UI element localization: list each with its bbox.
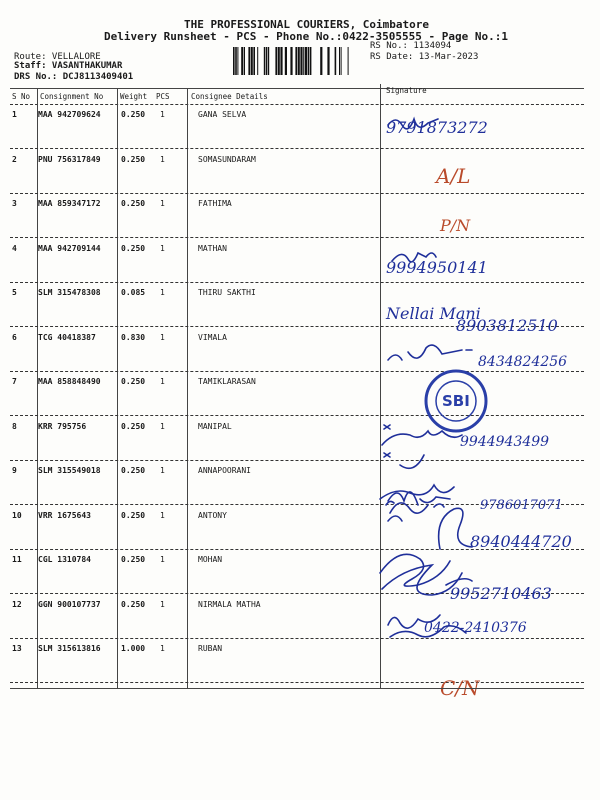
signature-10: 8940444720 [470,532,572,551]
row-sno: 10 [12,510,22,520]
signature-6: 8434824256 [478,354,568,370]
signature-8: 9944943499 [460,434,550,450]
row-sno: 5 [12,288,17,297]
row-consignment: MAA 858848490 [38,377,101,386]
row-weight: 1.000 [121,644,146,653]
row-weight: 0.250 [121,510,146,520]
row-consignment: GGN 900107737 [38,599,101,609]
signature-1: 9791873272 [386,118,488,137]
row-weight: 0.085 [121,288,146,297]
row-pcs: 1 [160,644,165,653]
row-sno: 11 [12,555,22,564]
row-sno: 2 [12,154,17,164]
row-pcs: 1 [160,466,165,475]
row-consignment: MAA 942709624 [38,110,101,119]
row-sno: 6 [12,332,17,342]
row-consignee: MATHAN [198,243,227,253]
row-pcs: 1 [160,332,165,342]
row-consignee: SOMASUNDARAM [198,154,256,164]
table-top-rule [10,88,584,89]
row-consignment: CGL 1310784 [38,555,91,564]
col-header-pcs: PCS [156,92,170,101]
barcode-image [233,47,363,75]
row-consignee: FATHIMA [198,199,232,208]
signature-scribbles [370,105,590,695]
col-header-consignee: Consignee Details [191,92,268,101]
row-weight: 0.250 [121,199,146,208]
col-header-consignment: Consignment No [40,92,104,101]
sbi-stamp: SBI [442,392,470,410]
row-pcs: 1 [160,199,165,208]
row-weight: 0.250 [121,243,146,253]
row-pcs: 1 [160,421,165,431]
route-label: Route: VELLALORE [14,52,101,62]
signature-2: A/L [436,164,471,188]
row-pcs: 1 [160,154,165,164]
row-consignee: THIRU SAKTHI [198,288,256,297]
col-header-signature: Signature [386,86,427,95]
row-pcs: 1 [160,555,165,564]
row-weight: 0.250 [121,154,146,164]
signature-3: P/N [440,216,471,235]
runsheet-title: Delivery Runsheet - PCS - Phone No.:0422-3505555 - Page No.:1 [104,30,508,43]
signature-5-number: 8903812510 [456,316,558,335]
row-consignee: MANIPAL [198,421,232,431]
company-title: THE PROFESSIONAL COURIERS, Coimbatore [184,18,430,31]
col-header-sno: S No [12,92,31,101]
row-sno: 1 [12,110,17,119]
row-consignment: MAA 942709144 [38,243,101,253]
table-bottom-rule [10,688,584,689]
row-pcs: 1 [160,599,165,609]
col-divider [187,88,188,688]
signature-4: 9994950141 [386,258,488,277]
row-sno: 12 [12,599,22,609]
col-divider [117,88,118,688]
signature-12: 0422-2410376 [424,620,527,636]
row-pcs: 1 [160,110,165,119]
row-sno: 9 [12,466,17,475]
signature-13: C/N [440,676,480,700]
row-weight: 0.830 [121,332,146,342]
row-consignment: SLM 315549018 [38,466,101,475]
staff-label: Staff: VASANTHAKUMAR [14,61,123,71]
rs-date: RS Date: 13-Mar-2023 [370,52,479,62]
row-weight: 0.250 [121,555,146,564]
rs-number: RS No.: 1134094 [370,41,452,51]
row-sno: 7 [12,377,17,386]
drs-number: DRS No.: DCJ8113409401 [14,72,134,82]
signature-5-name: Nellai Mani [386,304,481,323]
row-weight: 0.250 [121,421,146,431]
row-weight: 0.250 [121,599,146,609]
row-consignment: TCG 40418387 [38,332,96,342]
row-pcs: 1 [160,243,165,253]
row-consignee: VIMALA [198,332,227,342]
col-header-weight: Weight [120,92,148,101]
row-consignee: MOHAN [198,555,223,564]
row-sno: 3 [12,199,17,208]
row-consignee: ANTONY [198,510,227,520]
col-divider [37,88,38,688]
row-consignment: SLM 315478308 [38,288,101,297]
row-weight: 0.250 [121,466,146,475]
row-pcs: 1 [160,377,165,386]
row-consignee: NIRMALA MATHA [198,599,261,609]
row-consignee: GANA SELVA [198,110,247,119]
row-consignment: PNU 756317849 [38,154,101,164]
row-sno: 4 [12,243,17,253]
signature-9: 9786017071 [480,498,563,513]
row-sno: 8 [12,421,17,431]
row-pcs: 1 [160,288,165,297]
row-weight: 0.250 [121,377,146,386]
row-consignee: TAMIKLARASAN [198,377,256,386]
row-sno: 13 [12,644,22,653]
row-consignment: KRR 795756 [38,421,87,431]
signature-11: 9952710463 [450,584,552,603]
row-weight: 0.250 [121,110,146,119]
row-consignee: ANNAPOORANI [198,466,251,475]
row-consignment: SLM 315613816 [38,644,101,653]
row-consignment: MAA 859347172 [38,199,101,208]
row-consignee: RUBAN [198,644,223,653]
row-pcs: 1 [160,510,165,520]
row-consignment: VRR 1675643 [38,510,91,520]
